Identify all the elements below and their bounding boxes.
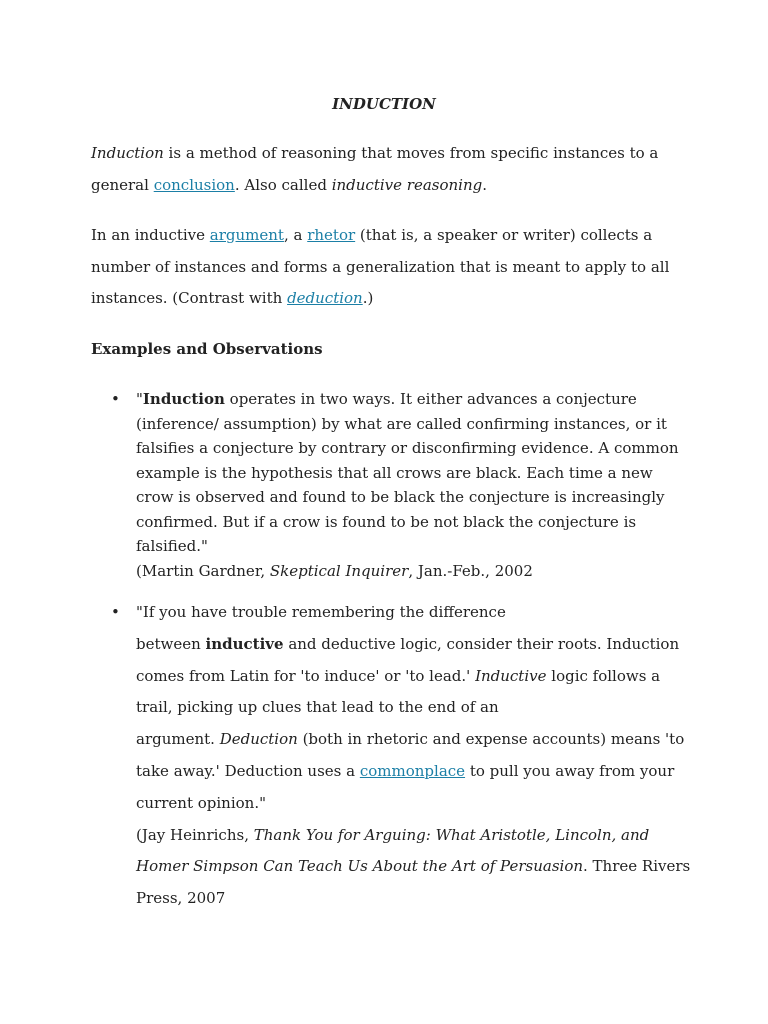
para2-text: (that is, a speaker or writer) collects a	[355, 226, 653, 244]
quote1-citation	[136, 559, 681, 584]
link-deduction[interactable]: deduction	[287, 289, 363, 307]
quote2-line-1: "If you have trouble remembering the difference	[136, 603, 506, 621]
quote2-text: between	[136, 634, 206, 653]
quote1-line-6: confirmed. But if a crow is found to be not black the conjecture is	[136, 512, 637, 531]
quote1-line-7: falsified."	[136, 537, 208, 555]
quote2-text: (both in rhetoric and expense accounts) means 'to	[297, 730, 685, 749]
para2-text: instances. (Contrast with	[91, 289, 288, 307]
quote2-line-2	[136, 629, 681, 661]
link-commonplace[interactable]: commonplace	[359, 761, 466, 780]
term-induction-bold: Induction	[142, 390, 225, 408]
quote-heinrichs	[136, 597, 691, 915]
quote2-citation-line-2	[136, 851, 691, 883]
quote1-text: operates in two ways. It either advances a conjecture	[224, 390, 637, 408]
para2-text: .)	[362, 289, 374, 307]
citation-text: , Jan.-Feb., 2002	[408, 561, 533, 580]
quote2-text: comes from Latin for 'to induce' or 'to lead.'	[136, 666, 476, 685]
term-deduction-italic: Deduction	[219, 730, 298, 749]
definition-paragraph	[91, 220, 691, 315]
bullet-marker: •	[111, 603, 120, 621]
quote2-line-7: current opinion."	[136, 793, 266, 812]
quote1-line-3: falsifies a conjecture by contrary or disconfirming evidence. A common	[136, 439, 679, 457]
quote2-line-5	[136, 724, 685, 756]
quote2-line-3	[136, 661, 681, 693]
term-induction: Induction	[91, 144, 164, 162]
para2-line-1	[91, 220, 691, 252]
para2-line-2: number of instances and forms a generalization that is meant to apply to all	[91, 257, 670, 276]
quote2-text: and deductive logic, consider their roots. Induction	[283, 634, 680, 653]
para2-line-3	[91, 283, 691, 315]
quote1-line-5: crow is observed and found to be black the conjecture is increasingly	[136, 488, 665, 506]
link-argument[interactable]: argument	[209, 226, 284, 244]
para2-text: , a	[283, 226, 308, 244]
quote2-citation-line-1	[136, 820, 681, 852]
quote2-text: argument.	[136, 730, 220, 749]
intro-text: . Also called	[234, 175, 332, 194]
intro-line-1	[91, 138, 691, 170]
term-inductive-italic: Inductive	[475, 666, 547, 685]
link-rhetor[interactable]: rhetor	[307, 226, 356, 244]
citation-title: Thank You for Arguing: What Aristotle, Lincoln, and	[253, 825, 650, 844]
quote2-citation-line-3: Press, 2007	[136, 889, 226, 908]
quote1-line-1	[136, 387, 681, 412]
quote-mark: "	[136, 390, 143, 408]
citation-text: . Three Rivers	[583, 857, 691, 876]
quote1-line-4: example is the hypothesis that all crows are black. Each time a new	[136, 463, 653, 482]
para2-text: In an inductive	[91, 226, 210, 244]
intro-line-2	[91, 170, 691, 202]
section-heading: Examples and Observations	[91, 340, 323, 358]
quote-gardner	[136, 387, 681, 583]
citation-title: Homer Simpson Can Teach Us About the Art of Persuasion	[136, 857, 584, 876]
quote1-line-2: (inference/ assumption) by what are called confirming instances, or it	[136, 414, 667, 433]
page-title: INDUCTION	[332, 95, 436, 113]
quote2-text: to pull you away from your	[465, 761, 675, 780]
quote2-line-6	[136, 756, 681, 788]
bullet-marker: •	[111, 390, 120, 408]
citation-text: (Jay Heinrichs,	[136, 825, 254, 844]
link-conclusion[interactable]: conclusion	[153, 175, 235, 194]
citation-text: (Martin Gardner,	[136, 561, 270, 580]
citation-source: Skeptical Inquirer	[269, 561, 409, 580]
alt-name: inductive reasoning	[331, 175, 483, 194]
intro-text: is a method of reasoning that moves from specific instances to a	[163, 144, 659, 162]
quote2-text: take away.' Deduction uses a	[136, 761, 360, 780]
quote2-text: logic follows a	[546, 666, 661, 685]
intro-text: general	[91, 175, 154, 194]
intro-text: .	[482, 175, 487, 194]
term-inductive: inductive	[205, 634, 284, 653]
intro-paragraph	[91, 138, 691, 201]
quote2-line-4: trail, picking up clues that lead to the end of an	[136, 698, 499, 717]
